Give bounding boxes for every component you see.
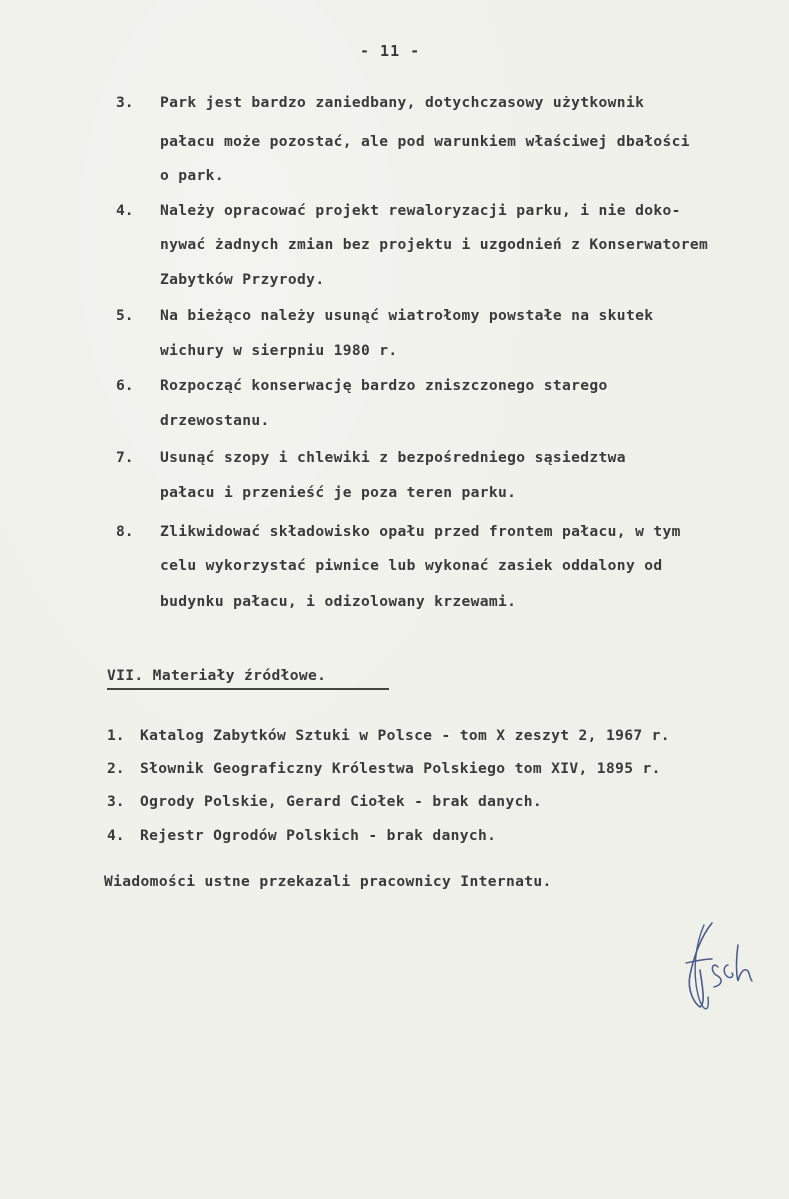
item-line: nywać żadnych zmian bez projektu i uzgodnień z Konserwatorem — [160, 236, 709, 253]
item-line: wichury w sierpniu 1980 r. — [160, 342, 398, 359]
item-line: Rozpocząć konserwację bardzo zniszczonego starego — [160, 377, 608, 394]
source-number: 3. — [107, 793, 125, 810]
item-line: o park. — [160, 167, 224, 184]
item-line: Usunąć szopy i chlewiki z bezpośredniego sąsiedztwa — [160, 449, 626, 466]
item-number: 8. — [116, 523, 134, 540]
item-number: 5. — [116, 307, 134, 324]
section-heading-underline — [107, 688, 389, 690]
item-line: Należy opracować projekt rewaloryzacji parku, i nie doko- — [160, 202, 681, 219]
item-line: budynku pałacu, i odizolowany krzewami. — [160, 593, 517, 610]
item-line: Zlikwidować składowisko opału przed frontem pałacu, w tym — [160, 523, 681, 540]
section-heading: VII. Materiały źródłowe. — [107, 667, 327, 684]
source-text: Rejestr Ogrodów Polskich - brak danych. — [140, 827, 497, 844]
item-line: Na bieżąco należy usunąć wiatrołomy powstałe na skutek — [160, 307, 654, 324]
source-number: 2. — [107, 760, 125, 777]
item-line: pałacu i przenieść je poza teren parku. — [160, 484, 517, 501]
item-line: Park jest bardzo zaniedbany, dotychczasowy użytkownik — [160, 94, 645, 111]
source-text: Ogrody Polskie, Gerard Ciołek - brak danych. — [140, 793, 542, 810]
item-number: 6. — [116, 377, 134, 394]
item-number: 3. — [116, 94, 134, 111]
source-text: Słownik Geograficzny Królestwa Polskiego tom XIV, 1895 r. — [140, 760, 661, 777]
source-number: 1. — [107, 727, 125, 744]
item-number: 4. — [116, 202, 134, 219]
item-line: drzewostanu. — [160, 412, 270, 429]
item-line: celu wykorzystać piwnice lub wykonać zasiek oddalony od — [160, 557, 663, 574]
item-number: 7. — [116, 449, 134, 466]
page-number: - 11 - — [360, 42, 421, 60]
item-line: pałacu może pozostać, ale pod warunkiem właściwej dbałości — [160, 133, 690, 150]
closing-note: Wiadomości ustne przekazali pracownicy Internatu. — [104, 873, 552, 890]
source-text: Katalog Zabytków Sztuki w Polsce - tom X zeszyt 2, 1967 r. — [140, 727, 670, 744]
item-line: Zabytków Przyrody. — [160, 271, 325, 288]
source-number: 4. — [107, 827, 125, 844]
handwritten-signature — [672, 915, 772, 1025]
